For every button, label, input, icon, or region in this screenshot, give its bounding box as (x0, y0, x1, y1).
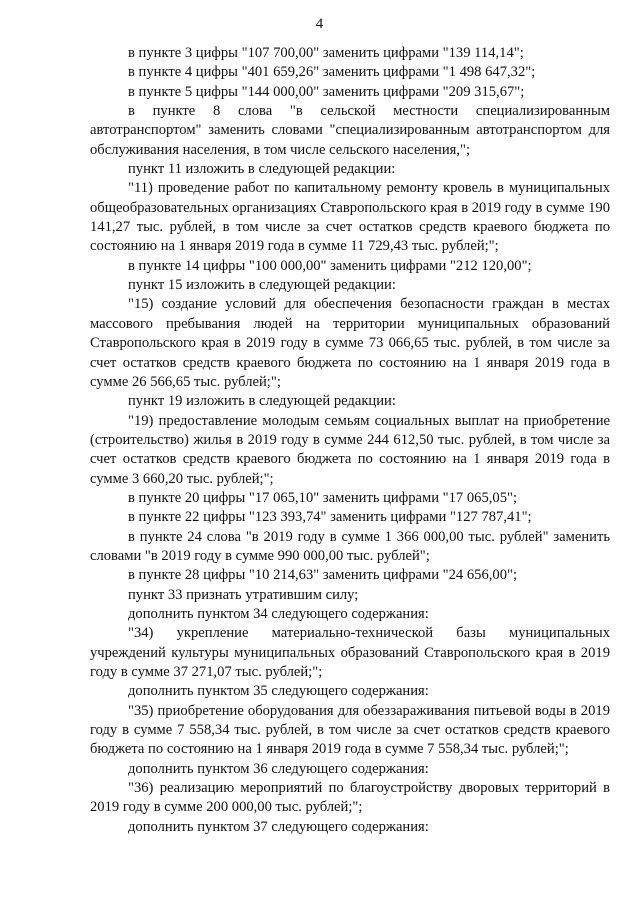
paragraph-item-8: в пункте 8 слова "в сельской местности специализированным автотранспортом" заменить словами "специализированным автотранспортом для обслуживания населения, в том числе сельского населения,"; (90, 103, 610, 158)
paragraph-item-5: в пункте 5 цифры "144 000,00" заменить цифрами "209 315,67"; (128, 83, 525, 100)
paragraph-item-28: в пункте 28 цифры "10 214,63" заменить цифрами "24 656,00"; (128, 567, 518, 584)
paragraph-item-24: в пункте 24 слова "в 2019 году в сумме 1 366 000,00 тыс. рублей" заменить словами "в 2019 году в сумме 990 000,00 тыс. рублей"; (90, 528, 610, 564)
paragraph-item-36-text: "36) реализацию мероприятий по благоустройству дворовых территорий в 2019 году в сумме 200 000,00 тыс. рублей;"; (90, 780, 610, 816)
paragraph-heading-11: пункт 11 изложить в следующей редакции: (128, 161, 396, 178)
paragraph-item-20: в пункте 20 цифры "17 065,10" заменить цифрами "17 065,05"; (128, 489, 518, 506)
paragraph-item-14: в пункте 14 цифры "100 000,00" заменить цифрами "212 120,00"; (128, 257, 532, 274)
paragraph-item-15-text: "15) создание условий для обеспечения безопасности граждан в местах массового пребывания людей на территории муниципальных образований Ставропольского края в 2019 году в сумме 73 066,65 тыс. рублей, в том числе за счет остатков средств краевого бюджета по состоянию на 1 января 2019 года в сумме 26 566,65 тыс. рублей;"; (90, 296, 610, 390)
paragraph-heading-35: дополнить пунктом 35 следующего содержания: (128, 683, 429, 700)
page-number: 4 (315, 16, 324, 32)
paragraph-heading-15: пункт 15 изложить в следующей редакции: (128, 277, 396, 294)
paragraph-item-22: в пункте 22 цифры "123 393,74" заменить цифрами "127 787,41"; (128, 509, 532, 526)
paragraph-heading-19: пункт 19 изложить в следующей редакции: (128, 393, 396, 410)
paragraph-heading-36: дополнить пунктом 36 следующего содержания: (128, 760, 429, 777)
paragraph-heading-34: дополнить пунктом 34 следующего содержания: (128, 605, 429, 622)
paragraph-item-11-text: "11) проведение работ по капитальному ремонту кровель в муниципальных общеобразовательных организациях Ставропольского края в 2019 году в сумме 190 141,27 тыс. рублей, в том числе за счет остатков средств краевого бюджета по состоянию на 1 января 2019 года в сумме 11 729,43 тыс. рублей;"; (90, 180, 610, 255)
document-body (90, 44, 610, 837)
paragraph-item-19-text: "19) предоставление молодым семьям социальных выплат на приобретение (строительство) жилья в 2019 году в сумме 244 612,50 тыс. рублей, в том числе за счет остатков средств краевого бюджета по состоянию на 1 января 2019 года в сумме 3 660,20 тыс. рублей;"; (90, 412, 610, 487)
paragraph-item-34-text: "34) укрепление материально-технической базы муниципальных учреждений культуры муниципальных образований Ставропольского края в 2019 году в сумме 37 271,07 тыс. рублей;"; (90, 625, 610, 680)
paragraph-item-4: в пункте 4 цифры "401 659,26" заменить цифрами "1 498 647,32"; (128, 64, 536, 81)
paragraph-item-3: в пункте 3 цифры "107 700,00" заменить цифрами "139 114,14"; (128, 45, 524, 61)
paragraph-item-35-text: "35) приобретение оборудования для обеззараживания питьевой воды в 2019 году в сумме 7 558,34 тыс. рублей, в том числе за счет остатков средств краевого бюджета по состоянию на 1 января 2019 года в сумме 7 558,34 тыс. рублей;"; (90, 702, 610, 758)
paragraph-heading-37: дополнить пунктом 37 следующего содержания: (128, 818, 429, 835)
paragraph-item-33: пункт 33 признать утратившим силу; (128, 586, 359, 603)
